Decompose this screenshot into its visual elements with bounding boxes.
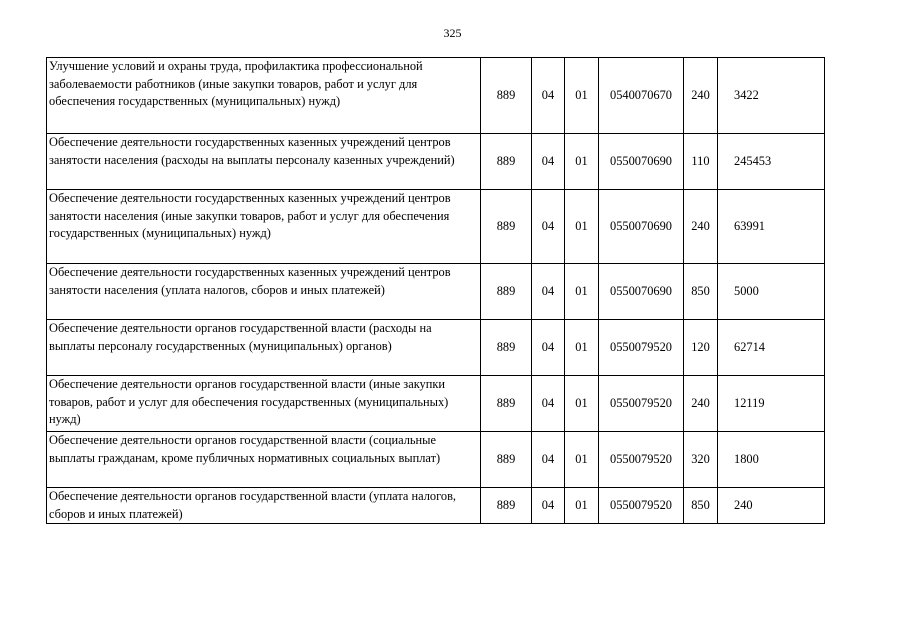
row-description: Обеспечение деятельности органов государственной власти (уплата налогов, сборов и иных платежей) <box>47 488 481 524</box>
row-description: Улучшение условий и охраны труда, профилактика профессиональной заболеваемости работников (иные закупки товаров, работ и услуг для обеспечения государственных (муниципальных) нужд) <box>47 58 481 134</box>
row-expense-type-code: 320 <box>684 432 718 488</box>
budget-table <box>46 57 825 524</box>
row-section-code: 04 <box>532 376 565 432</box>
row-section-code: 04 <box>532 264 565 320</box>
row-expense-type-code: 850 <box>684 488 718 524</box>
row-amount: 12119 <box>718 376 825 432</box>
row-grbs-code: 889 <box>481 264 532 320</box>
row-target-item-code: 0550070690 <box>599 190 684 264</box>
row-subsection-code: 01 <box>565 320 599 376</box>
row-section-code: 04 <box>532 432 565 488</box>
row-section-code: 04 <box>532 488 565 524</box>
row-section-code: 04 <box>532 134 565 190</box>
row-amount: 1800 <box>718 432 825 488</box>
row-target-item-code: 0550079520 <box>599 488 684 524</box>
row-section-code: 04 <box>532 58 565 134</box>
row-subsection-code: 01 <box>565 264 599 320</box>
row-subsection-code: 01 <box>565 190 599 264</box>
row-expense-type-code: 240 <box>684 376 718 432</box>
row-target-item-code: 0550070690 <box>599 134 684 190</box>
row-grbs-code: 889 <box>481 432 532 488</box>
row-target-item-code: 0550079520 <box>599 320 684 376</box>
row-description: Обеспечение деятельности государственных казенных учреждений центров занятости населения (уплата налогов, сборов и иных платежей) <box>47 264 481 320</box>
row-expense-type-code: 110 <box>684 134 718 190</box>
row-expense-type-code: 120 <box>684 320 718 376</box>
row-subsection-code: 01 <box>565 58 599 134</box>
row-subsection-code: 01 <box>565 376 599 432</box>
table-row <box>47 320 825 376</box>
table-row <box>47 58 825 134</box>
row-subsection-code: 01 <box>565 432 599 488</box>
row-section-code: 04 <box>532 320 565 376</box>
row-expense-type-code: 240 <box>684 58 718 134</box>
row-target-item-code: 0550079520 <box>599 376 684 432</box>
row-description: Обеспечение деятельности органов государственной власти (иные закупки товаров, работ и услуг для обеспечения государственных (муниципальных) нужд) <box>47 376 481 432</box>
row-amount: 63991 <box>718 190 825 264</box>
table-row <box>47 488 825 524</box>
row-description: Обеспечение деятельности органов государственной власти (социальные выплаты гражданам, кроме публичных нормативных социальных выплат) <box>47 432 481 488</box>
row-grbs-code: 889 <box>481 134 532 190</box>
row-amount: 240 <box>718 488 825 524</box>
table-row <box>47 264 825 320</box>
row-amount: 5000 <box>718 264 825 320</box>
table-row <box>47 376 825 432</box>
row-section-code: 04 <box>532 190 565 264</box>
page-number: 325 <box>443 26 462 40</box>
row-grbs-code: 889 <box>481 376 532 432</box>
row-grbs-code: 889 <box>481 190 532 264</box>
row-expense-type-code: 240 <box>684 190 718 264</box>
row-subsection-code: 01 <box>565 134 599 190</box>
row-amount: 62714 <box>718 320 825 376</box>
row-amount: 245453 <box>718 134 825 190</box>
row-subsection-code: 01 <box>565 488 599 524</box>
row-description: Обеспечение деятельности органов государственной власти (расходы на выплаты персоналу государственных (муниципальных) органов) <box>47 320 481 376</box>
row-grbs-code: 889 <box>481 58 532 134</box>
row-expense-type-code: 850 <box>684 264 718 320</box>
table-row <box>47 432 825 488</box>
row-description: Обеспечение деятельности государственных казенных учреждений центров занятости населения (иные закупки товаров, работ и услуг для обеспечения государственных (муниципальных) нужд) <box>47 190 481 264</box>
row-target-item-code: 0540070670 <box>599 58 684 134</box>
table-row <box>47 190 825 264</box>
row-description: Обеспечение деятельности государственных казенных учреждений центров занятости населения (расходы на выплаты персоналу казенных учреждений) <box>47 134 481 190</box>
table-row <box>47 134 825 190</box>
row-target-item-code: 0550079520 <box>599 432 684 488</box>
row-amount: 3422 <box>718 58 825 134</box>
row-grbs-code: 889 <box>481 320 532 376</box>
row-target-item-code: 0550070690 <box>599 264 684 320</box>
row-grbs-code: 889 <box>481 488 532 524</box>
